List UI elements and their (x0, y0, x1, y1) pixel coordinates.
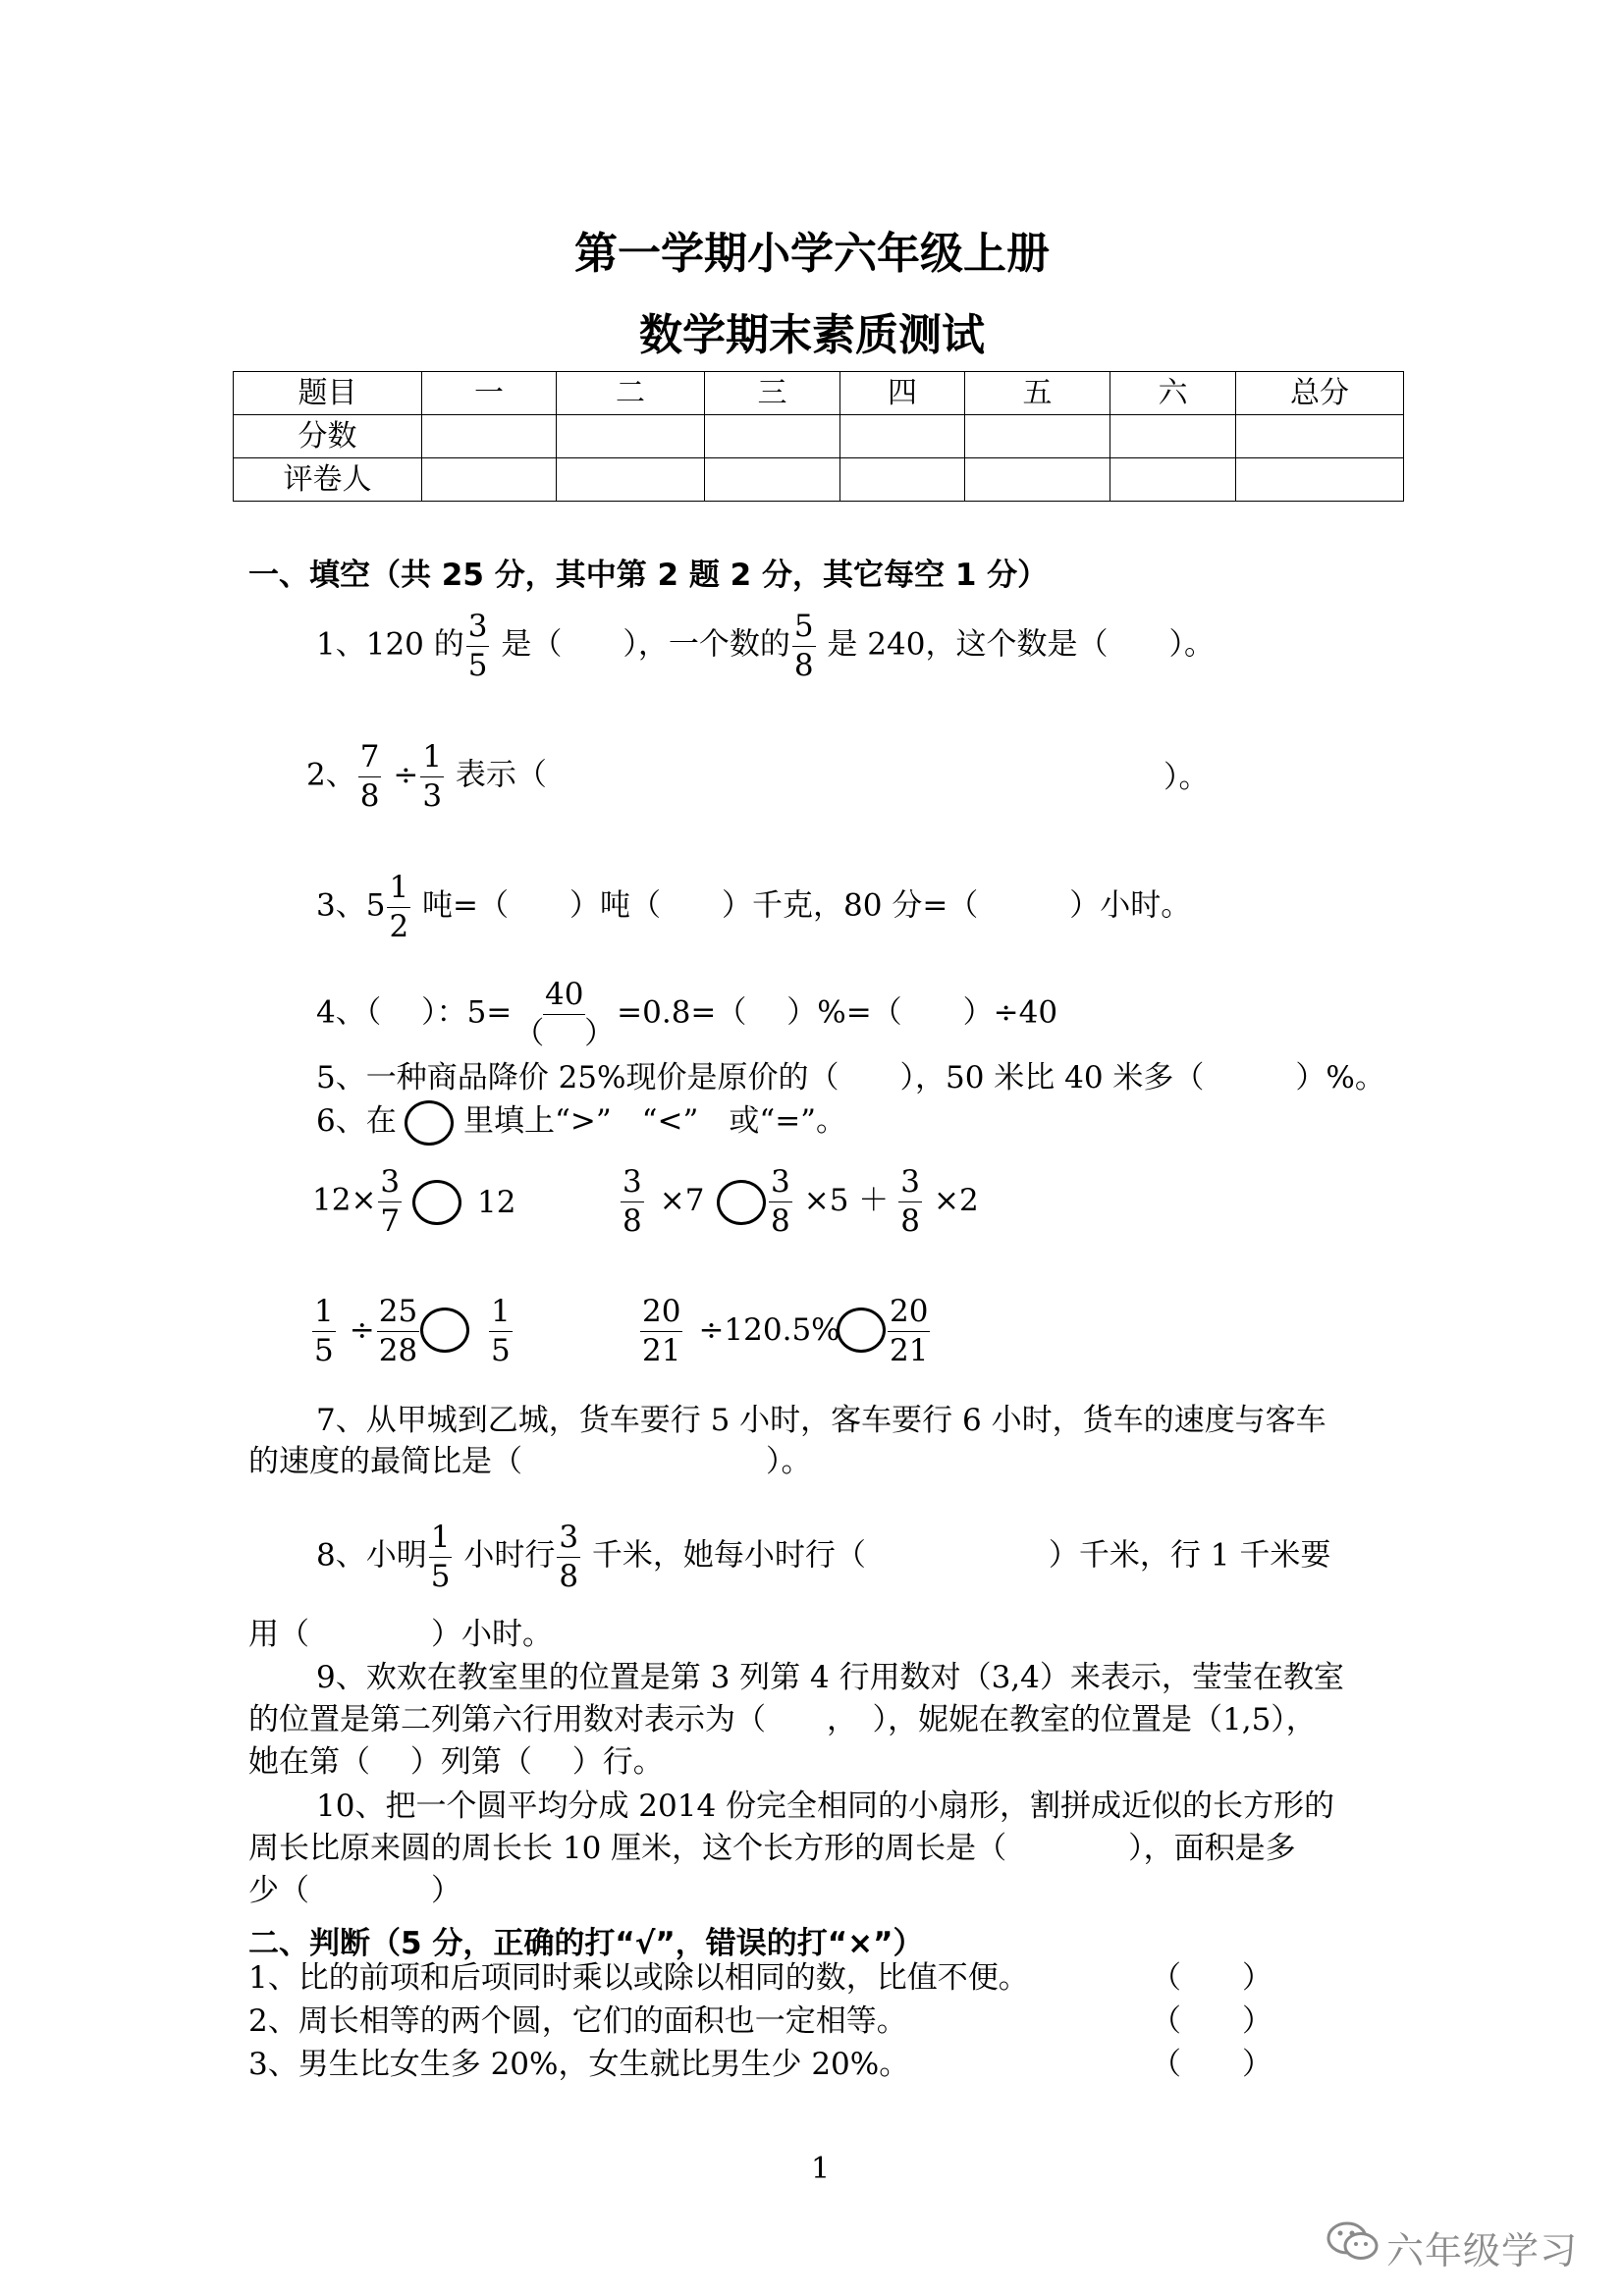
expr-text: ÷120.5% (698, 1311, 840, 1348)
fraction: $\frac{20}{21}$ (890, 1294, 929, 1368)
judgement-item: 2、周长相等的两个圆，它们的面积也一定相等。 (248, 2003, 907, 2039)
fraction: $\frac{3}{8}$ (900, 1164, 921, 1239)
fraction: $\frac{3}{8}$ (771, 1164, 790, 1239)
q1-text-c: 是 240，这个数是（ ）。 (817, 626, 1215, 663)
fraction: $\frac{1}{5}$ (491, 1294, 511, 1368)
question-3 (316, 872, 1191, 942)
question-5: 5、一种商品降价 25%现价是原价的（ ），50 米比 40 米多（ ）%。 (316, 1060, 1385, 1095)
grader-cell (1236, 458, 1404, 502)
q8-text-c: 千米，她每小时行（ ）千米，行 1 千米要 (582, 1537, 1331, 1574)
q6-expr-1-right: 12 (477, 1185, 516, 1220)
question-10-line-2: 周长比原来圆的周长长 10 厘米，这个长方形的周长是（ ），面积是多 (248, 1831, 1296, 1866)
row-label: 评卷人 (234, 458, 422, 502)
question-6-a: 6、在 (316, 1103, 397, 1139)
score-cell (1110, 415, 1236, 458)
fraction: $\frac{40}{( )}$ (514, 977, 616, 1051)
grader-cell (840, 458, 965, 502)
section2-heading: 二、判断（5 分，正确的打“√”，错误的打“×”） (248, 1926, 924, 1961)
q8-text-b: 小时行 (454, 1537, 556, 1574)
header-cell: 二 (557, 372, 705, 415)
compare-circle[interactable] (837, 1308, 886, 1353)
score-cell (965, 415, 1110, 458)
q3-text-b: 吨=（ ）吨（ ）千克，80 分=（ ）小时。 (412, 887, 1192, 924)
judgement-item: 3、男生比女生多 20%，女生就比男生少 20%。 (248, 2047, 910, 2082)
q1-text-b: 是（ ），一个数的 (491, 626, 790, 663)
q2-text-a: 2、 (306, 757, 356, 793)
judgement-blank: （ ） (1151, 2047, 1272, 2082)
compare-circle[interactable] (717, 1180, 766, 1225)
expr-text: ×2 (934, 1182, 979, 1218)
fraction: $\frac{3}{8}$ (623, 1164, 642, 1239)
grader-cell (557, 458, 705, 502)
header-cell: 题目 (234, 372, 422, 415)
fraction: $\frac{1}{2}$ (389, 870, 409, 944)
q6-expr-2-left (619, 1166, 704, 1237)
fraction: $\frac{3}{7}$ (380, 1164, 401, 1239)
row-label: 分数 (234, 415, 422, 458)
fraction: $\frac{1}{5}$ (430, 1520, 451, 1594)
grader-cell (422, 458, 557, 502)
q2-operator: ÷ (383, 757, 419, 793)
score-cell (705, 415, 840, 458)
grader-cell (965, 458, 1110, 502)
compare-circle[interactable] (405, 1100, 454, 1146)
score-cell (557, 415, 705, 458)
q6-expr-2-right (767, 1166, 979, 1237)
fraction: $\frac{25}{28}$ (378, 1294, 418, 1368)
watermark-text: 六年级学习 (1386, 2229, 1579, 2272)
q6-expr-4-right (886, 1296, 932, 1366)
question-9-line-1: 9、欢欢在教室里的位置是第 3 列第 4 行用数对（3,4）来表示，莹莹在教室 (316, 1660, 1344, 1695)
question-2 (306, 741, 547, 812)
score-row (234, 415, 1404, 458)
judgement-item: 1、比的前项和后项同时乘以或除以相同的数，比值不便。 (248, 1960, 1029, 1996)
fraction: $\frac{7}{8}$ (359, 739, 380, 814)
question-7-line-2: 的速度的最简比是（ ）。 (248, 1444, 812, 1479)
grader-cell (705, 458, 840, 502)
question-1 (316, 611, 1215, 681)
q6-expr-1 (312, 1166, 404, 1237)
expr-text: ÷ (349, 1311, 375, 1348)
question-10-line-3: 少（ ） (248, 1873, 461, 1908)
q4-text-a: 4、（ ）：5= (316, 994, 513, 1031)
question-4 (316, 979, 1057, 1049)
question-8 (316, 1522, 1330, 1592)
fraction: $\frac{5}{8}$ (793, 609, 814, 683)
q6-expr-3-right (487, 1296, 514, 1366)
header-cell: 总分 (1236, 372, 1404, 415)
header-cell: 四 (840, 372, 965, 415)
question-6-b: 里填上“>” “<” 或“=”。 (463, 1103, 847, 1139)
fraction: $\frac{20}{21}$ (642, 1294, 681, 1368)
q2-close: ）。 (1164, 760, 1210, 795)
header-cell: 六 (1110, 372, 1236, 415)
judgement-blank: （ ） (1151, 2003, 1272, 2039)
q2-text-b: 表示（ (446, 757, 547, 793)
question-9-line-2: 的位置是第二列第六行用数对表示为（ ， ），妮妮在教室的位置是（1,5）， (248, 1702, 1317, 1737)
q1-text-a: 1、120 的 (316, 626, 464, 663)
wechat-icon (1326, 2220, 1380, 2262)
compare-circle[interactable] (420, 1308, 469, 1353)
score-cell (1236, 415, 1404, 458)
judgement-blank: （ ） (1151, 1960, 1272, 1996)
expr-text: ×7 (659, 1182, 705, 1218)
score-cell (840, 415, 965, 458)
page-subtitle: 数学期末素质测试 (639, 310, 985, 360)
grader-cell (1110, 458, 1236, 502)
page-title: 第一学期小学六年级上册 (574, 229, 1050, 279)
q3-text-a: 3、5 (316, 887, 386, 924)
q8-text-a: 8、小明 (316, 1537, 427, 1574)
expr-text: 12× (312, 1182, 377, 1218)
grader-row (234, 458, 1404, 502)
header-cell: 三 (705, 372, 840, 415)
q6-expr-4 (638, 1296, 840, 1366)
question-10-line-1: 10、把一个圆平均分成 2014 份完全相同的小扇形，割拼成近似的长方形的 (316, 1789, 1335, 1824)
q6-expr-3 (310, 1296, 421, 1366)
score-table (233, 371, 1404, 502)
score-cell (422, 415, 557, 458)
fraction: $\frac{1}{3}$ (422, 739, 443, 814)
fraction: $\frac{1}{5}$ (314, 1294, 334, 1368)
compare-circle[interactable] (412, 1180, 461, 1225)
page-number: 1 (811, 2152, 831, 2186)
fraction: $\frac{3}{8}$ (559, 1520, 579, 1594)
header-cell: 一 (422, 372, 557, 415)
header-cell: 五 (965, 372, 1110, 415)
q4-text-b: =0.8=（ ）%=（ ）÷40 (617, 994, 1058, 1031)
question-9-line-3: 她在第（ ）列第（ ）行。 (248, 1744, 664, 1780)
section1-heading: 一、填空（共 25 分，其中第 2 题 2 分，其它每空 1 分） (248, 558, 1049, 593)
expr-text: ×5 ＋ (803, 1182, 890, 1218)
fraction: $\frac{3}{5}$ (467, 609, 488, 683)
score-table-header-row (234, 372, 1404, 415)
question-8-line-2: 用（ ）小时。 (248, 1617, 553, 1652)
question-7-line-1: 7、从甲城到乙城，货车要行 5 小时，客车要行 6 小时，货车的速度与客车 (316, 1403, 1326, 1438)
